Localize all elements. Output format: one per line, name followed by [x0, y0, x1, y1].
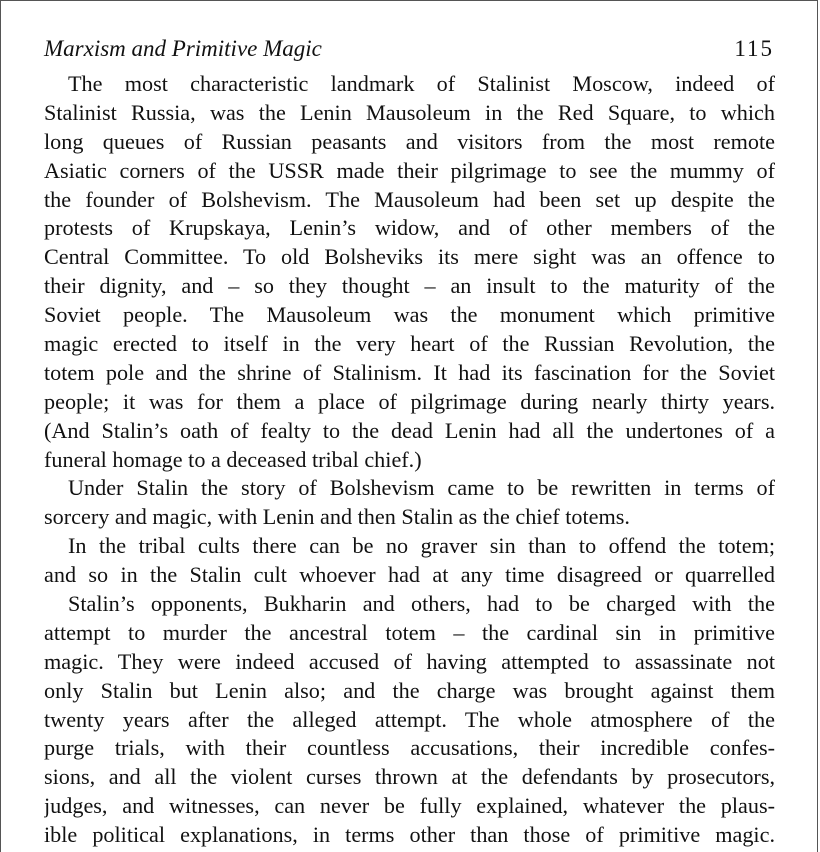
body-text — [44, 70, 775, 850]
text-line: and so in the Stalin cult whoever had at any time disagreed or quarrelled — [44, 562, 775, 588]
text-line: their dignity, and – so they thought – an insult to the maturity of the — [44, 273, 775, 299]
text-line: twenty years after the alleged attempt. The whole atmosphere of the — [44, 706, 775, 732]
text-line: ible political explanations, in terms other than those of primitive magic. — [44, 822, 775, 848]
chapter-title: Marxism and Primitive Magic — [44, 36, 322, 61]
text-line: Soviet people. The Mausoleum was the monument which primitive — [44, 302, 775, 328]
text-line: totem pole and the shrine of Stalinism. It had its fascination for the Soviet — [44, 359, 775, 385]
text-line: funeral homage to a deceased tribal chief.) — [44, 446, 422, 472]
text-line: Stalin’s opponents, Bukharin and others, had to be charged with the — [68, 591, 775, 617]
text-line: Under Stalin the story of Bolshevism came to be rewritten in terms of — [68, 475, 775, 501]
text-line: judges, and witnesses, can never be fully explained, whatever the plaus- — [44, 793, 775, 819]
text-line: magic erected to itself in the very heart of the Russian Revolution, the — [44, 331, 775, 357]
text-line: (And Stalin’s oath of fealty to the dead Lenin had all the undertones of a — [44, 417, 775, 443]
text-line: In the tribal cults there can be no graver sin than to offend the totem; — [68, 533, 775, 559]
text-line: purge trials, with their countless accusations, their incredible confes- — [44, 735, 775, 761]
text-line: sions, and all the violent curses thrown at the defendants by prosecutors, — [44, 764, 775, 790]
text-line: people; it was for them a place of pilgrimage during nearly thirty years. — [44, 388, 775, 414]
text-line: Stalinist Russia, was the Lenin Mausoleum in the Red Square, to which — [44, 99, 775, 125]
text-line: attempt to murder the ancestral totem – the cardinal sin in primitive — [44, 619, 775, 645]
text-line: The most characteristic landmark of Stalinist Moscow, indeed of — [68, 71, 775, 96]
text-line: long queues of Russian peasants and visitors from the most remote — [44, 128, 775, 154]
text-line: the founder of Bolshevism. The Mausoleum had been set up despite the — [44, 186, 775, 212]
running-head — [44, 36, 774, 66]
text-line: only Stalin but Lenin also; and the charge was brought against them — [44, 677, 775, 703]
text-line: protests of Krupskaya, Lenin’s widow, and of other members of the — [44, 215, 775, 241]
text-line: sorcery and magic, with Lenin and then Stalin as the chief totems. — [44, 504, 630, 530]
text-line: Asiatic corners of the USSR made their pilgrimage to see the mummy of — [44, 157, 775, 183]
page-number: 115 — [734, 36, 774, 61]
text-line: Central Committee. To old Bolsheviks its mere sight was an offence to — [44, 244, 775, 270]
text-line: magic. They were indeed accused of having attempted to assassinate not — [44, 648, 775, 674]
